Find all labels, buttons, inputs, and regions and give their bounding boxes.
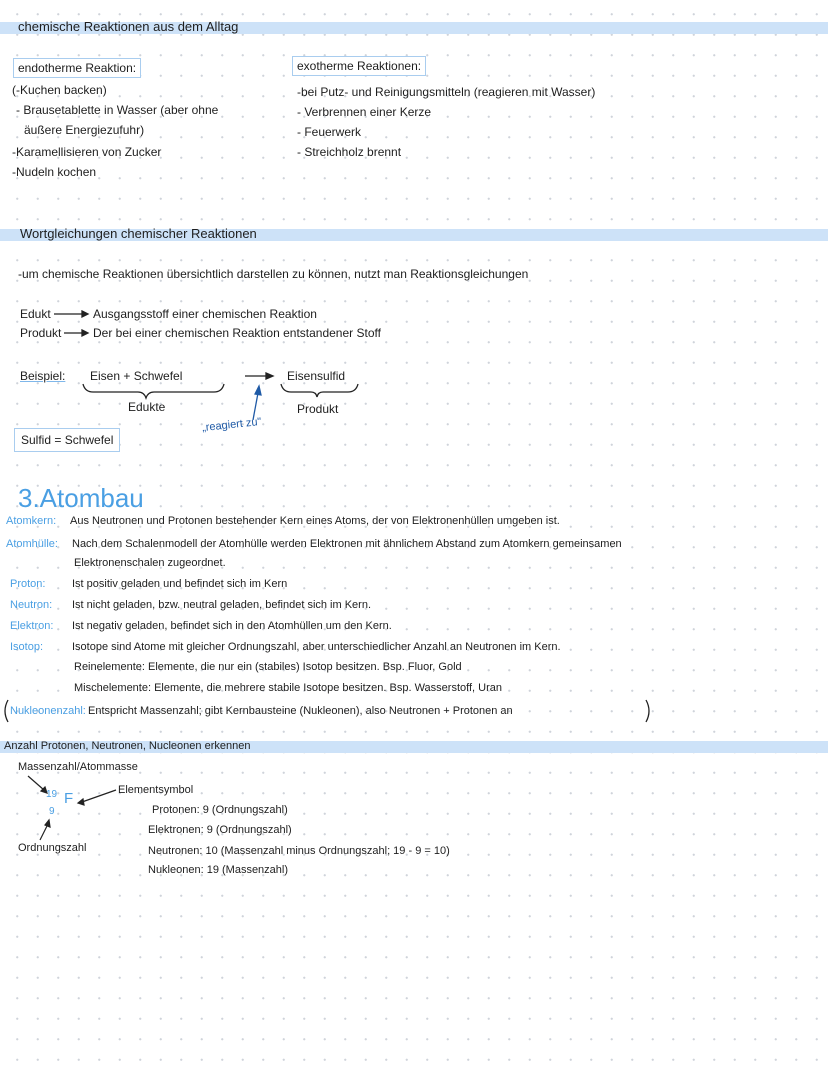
element-symbol: F [64,790,74,807]
count-line: Nukleonen: 19 (Massenzahl) [148,864,289,876]
example-label: Beispiel: [20,369,66,383]
exotherm-title: exotherme Reaktionen: [292,56,426,76]
list-item: (-Kuchen backen) [12,83,107,97]
reactants-caption: Edukte [128,400,166,414]
product: Eisensulfid [287,369,346,383]
intro-text: -um chemische Reaktionen übersichtlich darstellen zu können, nutzt man Reaktionsgleichungen [18,267,529,281]
edukt-label: Edukt [20,307,51,321]
produkt-label: Produkt [20,326,62,340]
term-text: Ist negativ geladen, befindet sich in den Atomhüllen um den Kern. [72,620,392,632]
parenthesis-icon [5,700,8,722]
mass-number: 19 [46,789,58,800]
edukt-definition: Ausgangsstoff einer chemischen Reaktion [93,307,317,321]
ordnungszahl-label: Ordnungszahl [18,842,87,854]
elementsymbol-label: Elementsymbol [118,784,194,796]
arrow-icon [253,386,261,420]
count-line: Elektronen: 9 (Ordnungszahl) [148,824,292,836]
arrow-icon [28,776,116,840]
list-item: - Brausetablette in Wasser (aber ohne [16,103,219,117]
term-text: Ist nicht geladen, bzw. neutral geladen, befindet sich im Kern. [72,599,372,611]
term-label: Elektron: [10,620,54,632]
term-label: Atomhülle: [6,538,58,550]
produkt-definition: Der bei einer chemischen Reaktion entstandener Stoff [93,326,381,340]
arrow-caption: „reagiert zu" [201,415,263,435]
term-text: Entspricht Massenzahl; gibt Kernbausteine (Nukleonen), also Neutronen + Protonen an [88,705,513,717]
atomic-number: 9 [49,806,55,817]
massenzahl-label: Massenzahl/Atommasse [18,761,138,773]
mischelemente-text: Mischelemente: Elemente, die mehrere stabile Isotope besitzen. Bsp. Wasserstoff, Uran [74,682,502,694]
list-item: - Verbrennen einer Kerze [297,105,432,119]
term-text: Nach dem Schalenmodell der Atomhülle werden Elektronen mit ähnlichem Abstand zum Atomkern gemeinsamen [72,538,622,550]
list-item: - Feuerwerk [297,125,362,139]
reinelemente-text: Reinelemente: Elemente, die nur ein (stabiles) Isotop besitzen. Bsp. Fluor, Gold [74,661,462,673]
section-heading: Anzahl Protonen, Neutronen, Nucleonen erkennen [4,740,251,752]
term-text: Isotope sind Atome mit gleicher Ordnungszahl, aber unterschiedlicher Anzahl an Neutronen im Kern. [72,641,561,653]
list-item: - Streichholz brennt [297,145,402,159]
term-label: Isotop: [10,641,44,653]
reactants: Eisen + Schwefel [90,369,183,383]
list-item: äußere Energiezufuhr) [24,123,145,137]
term-text-continued: Elektronenschalen zugeordnet. [74,557,226,569]
count-line: Protonen: 9 (Ordnungszahl) [152,804,288,816]
term-label: Nukleonenzahl: [10,705,86,717]
list-item: -Karamellisieren von Zucker [12,145,162,159]
parenthesis-icon [646,700,649,722]
list-item: -Nudeln kochen [12,165,97,179]
arrow-icon [54,311,273,379]
note-box: Sulfid = Schwefel [14,428,120,452]
endotherm-title: endotherme Reaktion: [13,58,141,78]
section-heading: Wortgleichungen chemischer Reaktionen [20,226,257,241]
term-text: Ist positiv geladen und befindet sich im Kern [72,578,288,590]
list-item: -bei Putz- und Reinigungsmitteln (reagieren mit Wasser) [297,85,596,99]
count-line: Neutronen: 10 (Massenzahl minus Ordnungszahl; 19 - 9 = 10) [148,845,450,857]
term-label: Atomkern: [6,515,57,527]
term-text: Aus Neutronen und Protonen bestehender Kern eines Atoms, der von Elektronenhüllen umgeben ist. [70,515,560,527]
chapter-title: 3.Atombau [18,483,144,513]
product-caption: Produkt [297,402,339,416]
term-label: Proton: [10,578,46,590]
term-label: Neutron: [10,599,53,611]
section-heading: chemische Reaktionen aus dem Alltag [18,19,239,34]
brace-icon [83,384,358,398]
